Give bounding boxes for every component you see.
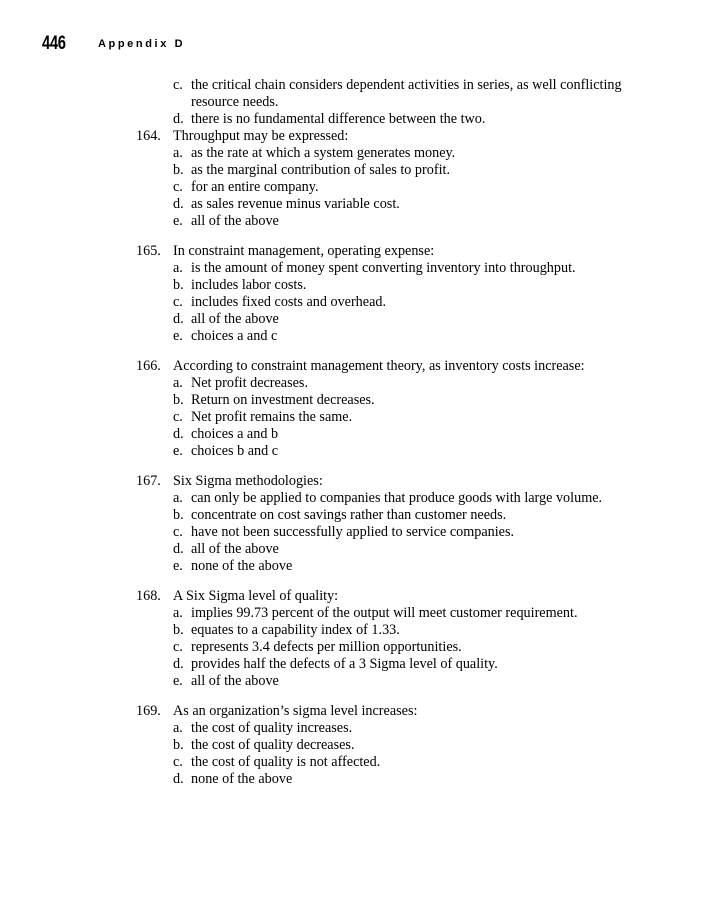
option-text: Net profit decreases. [191,375,308,391]
answer-option [136,311,636,328]
answer-option [136,507,636,524]
question-text: According to constraint management theory, as inventory costs increase: [173,358,585,374]
option-letter: c. [173,639,183,655]
answer-option [136,622,636,639]
answer-option [136,213,636,230]
option-text: all of the above [191,673,279,689]
option-text: is the amount of money spent converting inventory into throughput. [191,260,576,276]
option-letter: c. [173,179,183,195]
option-text: represents 3.4 defects per million opportunities. [191,639,462,655]
option-letter: b. [173,507,184,523]
answer-option [136,558,636,575]
answer-option [136,443,636,460]
answer-option [136,179,636,196]
option-letter: e. [173,558,183,574]
answer-option [136,673,636,690]
option-text: all of the above [191,311,279,327]
questions-container [136,128,636,788]
option-text: none of the above [191,771,293,787]
option-letter: d. [173,311,184,327]
question-number: 167. [136,473,161,489]
option-text: choices b and c [191,443,279,459]
answer-option [136,294,636,311]
question-stem [136,588,636,605]
question-block [136,358,636,460]
option-text: the cost of quality is not affected. [191,754,381,770]
option-letter: c. [173,294,183,310]
option-text: the cost of quality decreases. [191,737,355,753]
question-number: 168. [136,588,161,604]
option-letter: e. [173,673,183,689]
option-text: Net profit remains the same. [191,409,353,425]
option-letter: a. [173,490,183,506]
option-letter: b. [173,277,184,293]
option-letter: e. [173,443,183,459]
running-head: Appendix D [98,38,186,50]
option-text: can only be applied to companies that produce goods with large volume. [191,490,603,506]
question-block [136,243,636,345]
option-text: as sales revenue minus variable cost. [191,196,400,212]
question-stem [136,703,636,720]
option-text: concentrate on cost savings rather than customer needs. [191,507,507,523]
question-list [136,77,636,788]
question-block [136,703,636,788]
option-letter: a. [173,720,183,736]
option-letter: d. [173,771,184,787]
answer-option [136,656,636,673]
answer-option [136,771,636,788]
option-letter: a. [173,605,183,621]
option-text: includes labor costs. [191,277,307,293]
answer-option [136,260,636,277]
question-stem [136,128,636,145]
option-text: the critical chain considers dependent activities in series, as well conflicting resource needs. [191,77,622,110]
option-text: all of the above [191,213,279,229]
option-letter: e. [173,213,183,229]
answer-option [136,375,636,392]
option-letter: e. [173,328,183,344]
option-text: provides half the defects of a 3 Sigma level of quality. [191,656,498,672]
question-block [136,473,636,575]
answer-option [136,392,636,409]
question-text: As an organization’s sigma level increases: [173,703,418,719]
page-number: 446 [42,33,66,54]
option-text: choices a and b [191,426,279,442]
option-text: none of the above [191,558,293,574]
option-text: for an entire company. [191,179,319,195]
option-text: choices a and c [191,328,278,344]
answer-option [136,639,636,656]
option-letter: c. [173,524,183,540]
option-letter: c. [173,77,183,93]
option-letter: d. [173,196,184,212]
answer-option [136,409,636,426]
option-text: Return on investment decreases. [191,392,375,408]
answer-option [136,426,636,443]
option-letter: a. [173,260,183,276]
answer-option [136,524,636,541]
answer-option [136,162,636,179]
option-text: have not been successfully applied to service companies. [191,524,515,540]
answer-option [136,111,636,128]
question-block [136,128,636,230]
question-number: 165. [136,243,161,259]
option-letter: a. [173,145,183,161]
option-letter: b. [173,162,184,178]
answer-option [136,490,636,507]
question-continuation [136,77,636,128]
question-stem [136,243,636,260]
option-text: the cost of quality increases. [191,720,353,736]
question-number: 166. [136,358,161,374]
answer-option [136,277,636,294]
answer-option [136,737,636,754]
option-letter: d. [173,541,184,557]
option-text: all of the above [191,541,279,557]
question-text: In constraint management, operating expense: [173,243,435,259]
option-letter: d. [173,111,184,127]
option-letter: d. [173,426,184,442]
option-text: includes fixed costs and overhead. [191,294,387,310]
option-text: equates to a capability index of 1.33. [191,622,400,638]
option-letter: d. [173,656,184,672]
option-letter: a. [173,375,183,391]
question-stem [136,358,636,375]
option-text: as the rate at which a system generates money. [191,145,456,161]
answer-option [136,77,636,111]
answer-option [136,720,636,737]
question-stem [136,473,636,490]
answer-option [136,196,636,213]
question-number: 164. [136,128,161,144]
option-letter: b. [173,392,184,408]
question-text: A Six Sigma level of quality: [173,588,339,604]
question-number: 169. [136,703,161,719]
answer-option [136,541,636,558]
option-letter: b. [173,622,184,638]
option-text: as the marginal contribution of sales to profit. [191,162,450,178]
question-text: Throughput may be expressed: [173,128,349,144]
answer-option [136,145,636,162]
option-text: there is no fundamental difference between the two. [191,111,486,127]
answer-option [136,754,636,771]
answer-option [136,605,636,622]
option-letter: c. [173,409,183,425]
option-letter: b. [173,737,184,753]
question-text: Six Sigma methodologies: [173,473,323,489]
answer-option [136,328,636,345]
question-block [136,588,636,690]
option-text: implies 99.73 percent of the output will meet customer requirement. [191,605,578,621]
option-letter: c. [173,754,183,770]
